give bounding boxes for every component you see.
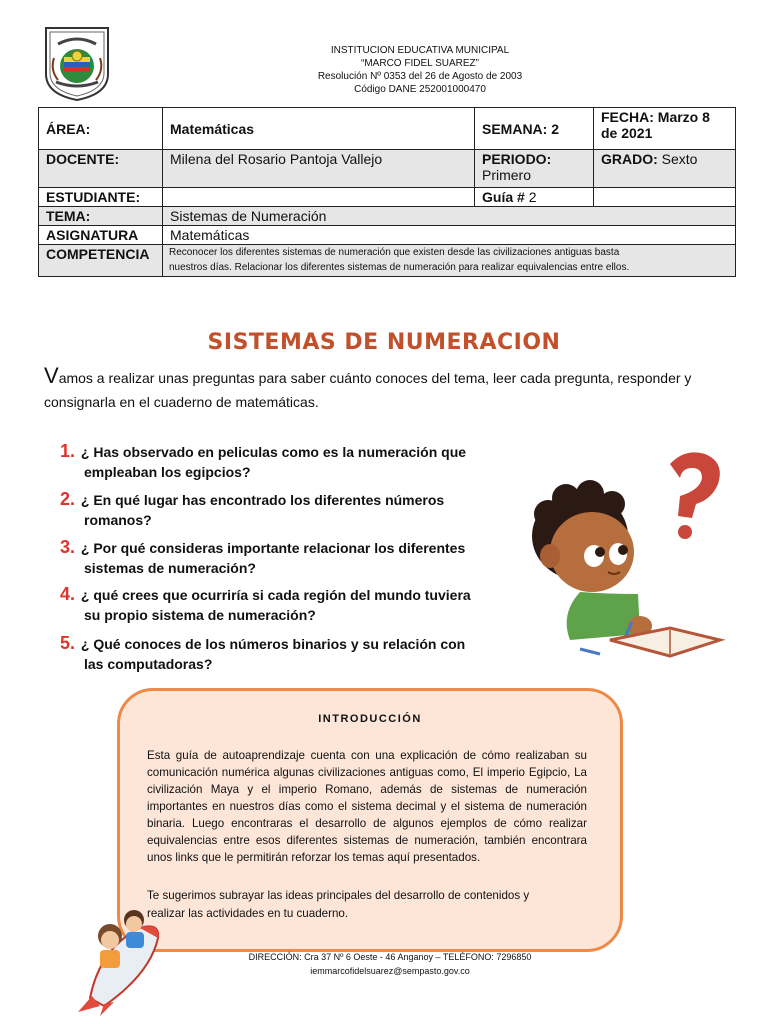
estudiante-label: ESTUDIANTE:: [39, 188, 163, 207]
rocket-kids-illustration: [70, 908, 170, 1018]
question-mark-icon: [670, 452, 720, 539]
introduction-paragraph: Esta guía de autoaprendizaje cuenta con una explicación de cómo realizaban su comunicación numérica algunas civilizaciones antiguas como, El imperio Egipcio, La civilización Maya y el imperio Romano, además de sistemas de numeración importantes en nuestros días como el sistema decimal y el sistema de numeración binaria. Luego encontraras el desarrollo de algunos ejemplos de cómo realizar equivalencias entre esos diferentes sistemas de numeración, también encontrara unos links que le permitirán reforzar los temas aquí presentados.: [147, 749, 587, 864]
introduction-line: realizar las actividades en tu cuaderno.: [147, 907, 349, 920]
footer-address: DIRECCIÓN: Cra 37 Nº 6 Oeste - 46 Anganoy – TELÉFONO: 7296850: [248, 952, 532, 962]
estudiante-value[interactable]: [163, 188, 475, 207]
page-title: SISTEMAS DE NUMERACION: [207, 330, 561, 355]
grado-label: GRADO:: [601, 151, 658, 167]
intro-dropcap: V: [44, 363, 59, 388]
grado-cell: [594, 150, 736, 188]
question-text: ¿ Qué conoces de los números binarios y su relación con: [80, 636, 466, 652]
question-text: las computadoras?: [84, 656, 213, 672]
question-item: [60, 489, 510, 530]
question-text: empleaban los egipcios?: [84, 464, 251, 480]
asignatura-value: Matemáticas: [163, 226, 736, 245]
question-text: su propio sistema de numeración?: [84, 607, 316, 623]
question-number: 5.: [60, 633, 76, 653]
guia-cell: [475, 188, 594, 207]
guia-label: Guía #: [482, 189, 525, 205]
question-text: ¿ qué crees que ocurriría si cada región del mundo tuviera: [80, 587, 471, 603]
guia-value: 2: [528, 189, 537, 205]
introduction-title: INTRODUCCIÓN: [318, 713, 422, 725]
intro-paragraph: [44, 363, 734, 414]
question-text: sistemas de numeración?: [84, 560, 256, 576]
school-logo-icon: [40, 24, 114, 102]
periodo-cell: [475, 150, 594, 188]
fecha-label: FECHA:: [601, 109, 654, 125]
question-number: 4.: [60, 584, 76, 604]
footer-email[interactable]: iemmarcofidelsuarez@sempasto.gov.co: [310, 966, 470, 976]
question-text: romanos?: [84, 512, 152, 528]
docente-value: Milena del Rosario Pantoja Vallejo: [163, 150, 475, 188]
question-item: [60, 441, 510, 482]
question-item: [60, 537, 510, 578]
grado-value: Sexto: [661, 151, 698, 167]
competencia-line: Reconocer los diferentes sistemas de numeración que existen desde las civilizaciones antiguas basta: [169, 247, 620, 258]
semana-label: SEMANA: 2: [475, 108, 594, 150]
kid-reading-illustration: [520, 444, 740, 666]
question-item: [60, 633, 510, 674]
periodo-value: Primero: [482, 167, 532, 183]
asignatura-label: ASIGNATURA: [39, 226, 163, 245]
question-number: 1.: [60, 441, 76, 461]
periodo-label: PERIODO:: [482, 151, 552, 167]
school-name: “MARCO FIDEL SUAREZ”: [361, 58, 479, 69]
competencia-label: COMPETENCIA: [39, 245, 163, 277]
question-text: ¿ Por qué consideras importante relacionar los diferentes: [80, 540, 466, 556]
question-item: [60, 584, 510, 625]
docente-label: DOCENTE:: [39, 150, 163, 188]
question-text: ¿ En qué lugar has encontrado los diferentes números: [80, 492, 445, 508]
tema-value: Sistemas de Numeración: [163, 207, 736, 226]
fecha-value: Marzo 8 de 2021: [601, 109, 710, 141]
institution-name: INSTITUCION EDUCATIVA MUNICIPAL: [330, 45, 510, 56]
footer: [180, 950, 600, 978]
resolution-text: Resolución Nº 0353 del 26 de Agosto de 2003: [317, 71, 523, 82]
introduction-box: [117, 688, 623, 952]
intro-text: amos a realizar unas preguntas para saber cuánto conoces del tema, leer cada pregunta, responder y consignarla en el cuaderno de matemáticas.: [44, 370, 692, 410]
empty-cell: [594, 188, 736, 207]
area-value: Matemáticas: [163, 108, 475, 150]
area-label: ÁREA:: [39, 108, 163, 150]
introduction-line: Te sugerimos subrayar las ideas principales del desarrollo de contenidos y: [147, 889, 530, 902]
question-number: 3.: [60, 537, 76, 557]
introduction-paragraph: [147, 887, 587, 923]
question-text: ¿ Has observado en peliculas como es la numeración que: [80, 444, 467, 460]
competencia-value: [163, 245, 736, 277]
competencia-line: nuestros días. Relacionar los diferentes sistemas de numeración para realizar equivalencias entre ellos.: [169, 262, 630, 273]
tema-label: TEMA:: [39, 207, 163, 226]
institution-header: [180, 44, 660, 96]
dane-code: Código DANE 252001000470: [354, 84, 486, 95]
fecha-cell: [594, 108, 736, 150]
info-table: [38, 107, 736, 277]
question-number: 2.: [60, 489, 76, 509]
